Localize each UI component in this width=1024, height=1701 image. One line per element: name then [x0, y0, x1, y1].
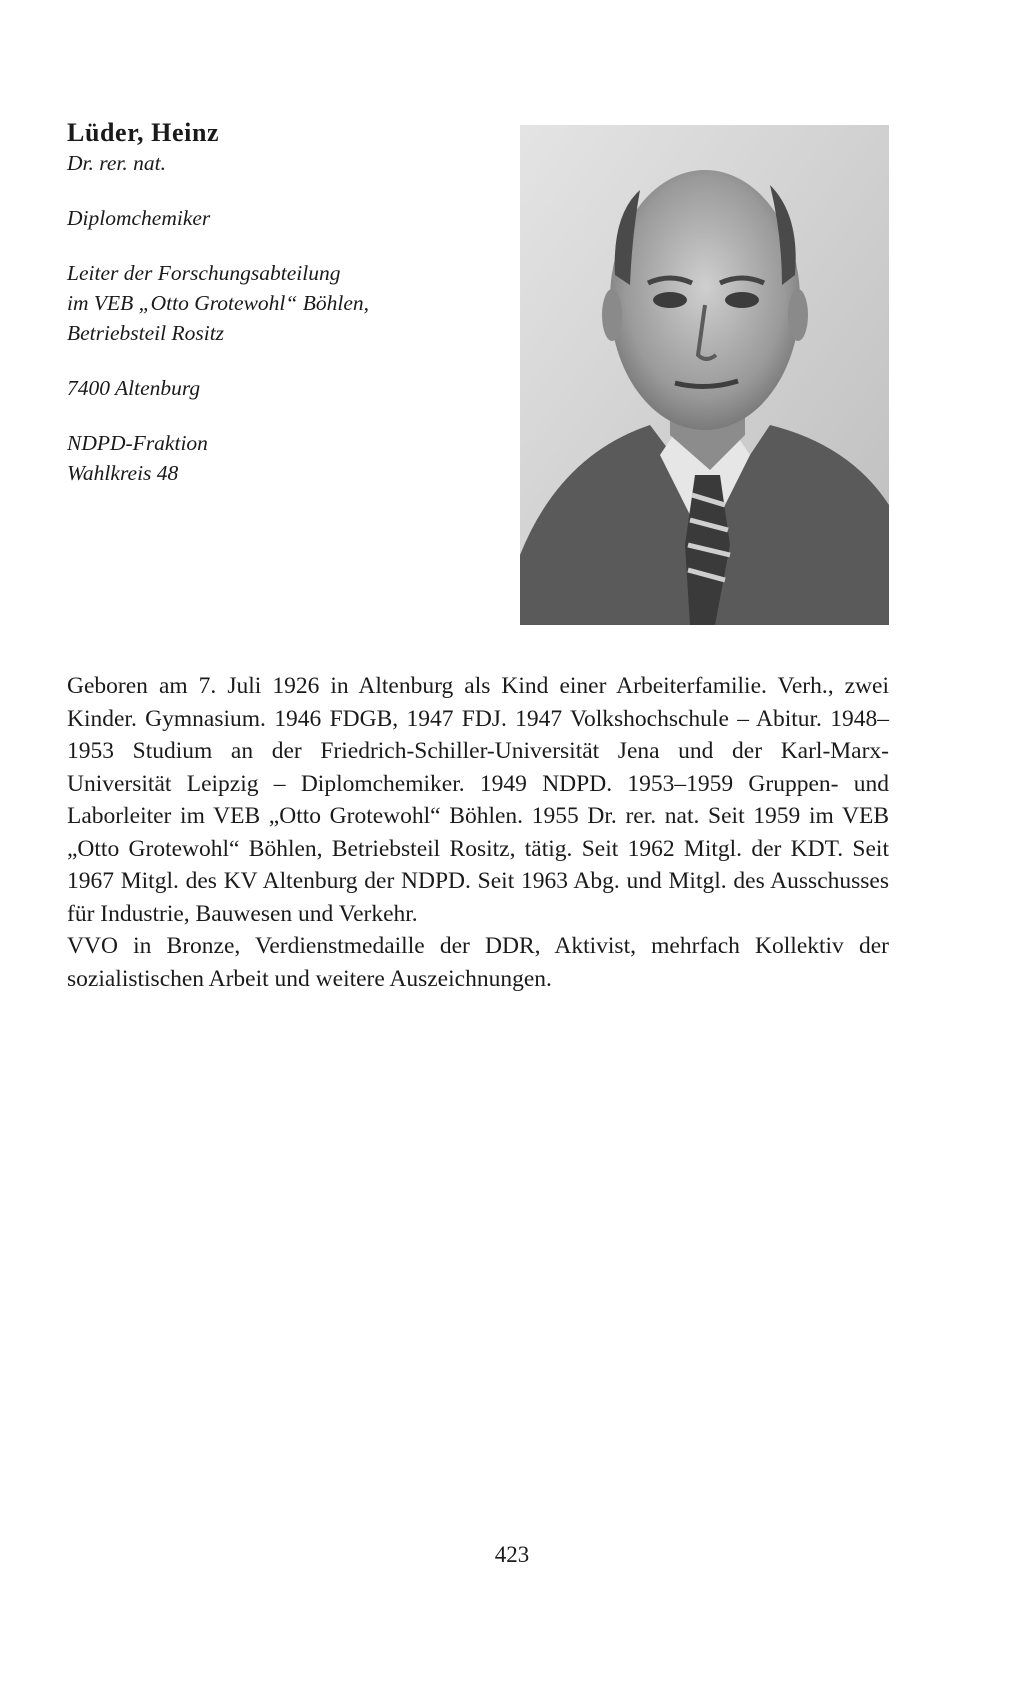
address: 7400 Altenburg: [67, 376, 201, 400]
portrait-photo: [520, 125, 889, 625]
biography-paragraph: VVO in Bronze, Verdienstmedaille der DDR, Aktivist, mehrfach Kollektiv der sozialistischen Arbeit und weitere Auszeichnungen.: [67, 933, 889, 992]
position-line: Betriebsteil Rositz: [67, 321, 225, 345]
academic-title: Dr. rer. nat.: [67, 151, 166, 175]
position-line: im VEB „Otto Grotewohl“ Böhlen,: [67, 291, 369, 315]
biography-paragraph: Geboren am 7. Juli 1926 in Altenburg als Kind einer Arbeiterfamilie. Verh., zwei Kinder. Gymnasium. 1946 FDGB, 1947 FDJ. 1947 Volkshochschule – Abitur. 1948–1953 Studium an der Friedrich-Schiller-Universität Jena und der Karl-Marx-Universität Leipzig – Diplomchemiker. 1949 NDPD. 1953–1959 Gruppen- und Laborleiter im VEB „Otto Grotewohl“ Böhlen. 1955 Dr. rer. nat. Seit 1959 im VEB „Otto Grotewohl“ Böhlen, Betriebsteil Rositz, tätig. Seit 1962 Mitgl. der KDT. Seit 1967 Mitgl. des KV Altenburg der NDPD. Seit 1963 Abg. und Mitgl. des Ausschusses für Industrie, Bauwesen und Verkehr.: [67, 673, 889, 927]
person-name: Lüder, Heinz: [67, 118, 220, 147]
entry-header: [67, 118, 487, 488]
faction: NDPD-Fraktion: [67, 431, 208, 455]
page-number: 423: [494, 1542, 530, 1567]
profession: Diplomchemiker: [67, 206, 211, 230]
position-line: Leiter der Forschungsabteilung: [67, 261, 341, 285]
biography: [67, 670, 889, 995]
constituency: Wahlkreis 48: [67, 461, 179, 485]
